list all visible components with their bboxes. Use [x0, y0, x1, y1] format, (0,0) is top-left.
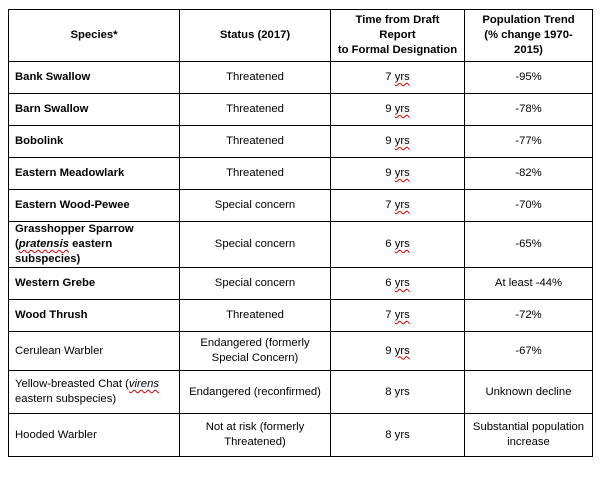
time-unit-spellcheck: yrs [394, 238, 410, 250]
time-unit-spellcheck: yrs [394, 167, 410, 179]
header-time-line2: to Formal Designation [337, 44, 458, 56]
time-unit-spellcheck: yrs [394, 277, 410, 289]
trend-line1: Substantial population [472, 421, 585, 433]
time-unit-spellcheck: yrs [394, 344, 410, 357]
cell-species [9, 371, 180, 414]
cell-trend: Unknown decline [465, 371, 593, 414]
time-unit-spellcheck: yrs [394, 135, 410, 147]
trend-line2: increase [507, 436, 550, 448]
cell-time [331, 158, 465, 190]
cell-species: Bank Swallow [9, 62, 180, 94]
species-name-line2: eastern subspecies) [15, 393, 117, 405]
cell-status: Endangered (reconfirmed) [180, 371, 331, 414]
table-row [9, 126, 593, 158]
table-row [9, 300, 593, 332]
time-number: 7 [385, 309, 392, 321]
cell-species: Hooded Warbler [9, 414, 180, 457]
header-trend [465, 10, 593, 62]
time-number: 6 [385, 238, 392, 250]
header-species: Species* [9, 10, 180, 62]
time-number: 9 [385, 135, 392, 147]
status-line2: Special Concern) [211, 352, 299, 364]
cell-species: Eastern Wood-Pewee [9, 190, 180, 222]
cell-time [331, 222, 465, 268]
cell-time: 8 yrs [331, 414, 465, 457]
cell-status [180, 332, 331, 371]
cell-time [331, 94, 465, 126]
header-status: Status (2017) [180, 10, 331, 62]
table-row [9, 268, 593, 300]
cell-trend: -65% [465, 222, 593, 268]
time-unit-spellcheck: yrs [394, 103, 410, 115]
cell-status: Special concern [180, 222, 331, 268]
time-number: 9 [385, 344, 392, 357]
status-line2: Threatened) [224, 436, 286, 448]
time-number: 7 [385, 199, 392, 211]
species-subspecies-italic: pratensis [18, 238, 69, 250]
cell-status: Special concern [180, 190, 331, 222]
cell-status: Threatened [180, 158, 331, 190]
species-subspecies-italic: virens [128, 378, 160, 390]
time-number: 7 [385, 71, 392, 83]
cell-species [9, 222, 180, 268]
header-trend-line2: (% change 1970-2015) [484, 29, 573, 56]
table-row [9, 62, 593, 94]
species-paren-open: ( [15, 238, 19, 250]
cell-status: Special concern [180, 268, 331, 300]
cell-species: Wood Thrush [9, 300, 180, 332]
table-row [9, 222, 593, 268]
cell-trend: -67% [465, 332, 593, 371]
cell-trend [465, 414, 593, 457]
cell-trend: At least -44% [465, 268, 593, 300]
cell-species: Barn Swallow [9, 94, 180, 126]
species-status-table [8, 9, 593, 457]
cell-species: Eastern Meadowlark [9, 158, 180, 190]
table-row [9, 190, 593, 222]
time-number: 9 [385, 103, 392, 115]
time-unit-spellcheck: yrs [394, 309, 410, 321]
cell-species: Western Grebe [9, 268, 180, 300]
cell-time [331, 190, 465, 222]
table-row [9, 332, 593, 371]
header-trend-line1: Population Trend [482, 14, 575, 26]
cell-time [331, 126, 465, 158]
cell-trend: -95% [465, 62, 593, 94]
cell-status: Threatened [180, 126, 331, 158]
species-name-line1: Grasshopper Sparrow [15, 223, 134, 235]
species-name-prefix: Yellow-breasted Chat ( [15, 378, 129, 390]
cell-status [180, 414, 331, 457]
header-time [331, 10, 465, 62]
table-row [9, 414, 593, 457]
status-line1: Not at risk (formerly [205, 421, 305, 433]
time-number: 9 [385, 167, 392, 179]
cell-time [331, 268, 465, 300]
table-row [9, 158, 593, 190]
cell-species: Cerulean Warbler [9, 332, 180, 371]
cell-trend: -70% [465, 190, 593, 222]
cell-status: Threatened [180, 94, 331, 126]
cell-time [331, 300, 465, 332]
table-row [9, 371, 593, 414]
time-number: 6 [385, 277, 392, 289]
header-time-line1: Time from Draft Report [355, 14, 440, 41]
status-line1: Endangered (formerly [200, 337, 310, 349]
cell-trend: -72% [465, 300, 593, 332]
cell-trend: -78% [465, 94, 593, 126]
cell-trend: -77% [465, 126, 593, 158]
cell-status: Threatened [180, 300, 331, 332]
table-row [9, 94, 593, 126]
cell-time [331, 332, 465, 371]
cell-time [331, 62, 465, 94]
cell-species: Bobolink [9, 126, 180, 158]
table-container [8, 9, 593, 457]
species-name-rest: eastern subspecies) [15, 238, 113, 265]
cell-trend: -82% [465, 158, 593, 190]
table-header-row [9, 10, 593, 62]
cell-time: 8 yrs [331, 371, 465, 414]
cell-status: Threatened [180, 62, 331, 94]
time-unit-spellcheck: yrs [394, 199, 410, 211]
time-unit-spellcheck: yrs [394, 71, 410, 83]
